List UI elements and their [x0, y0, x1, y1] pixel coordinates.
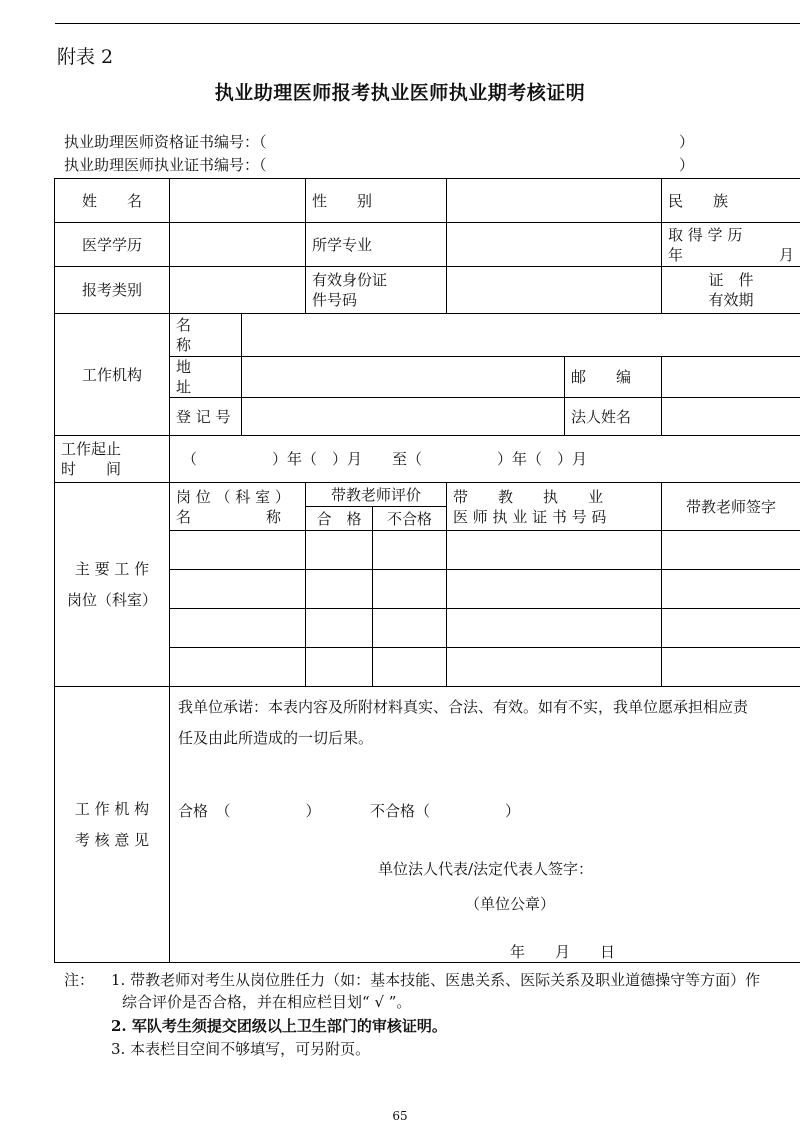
name-label: 姓 名 — [55, 179, 170, 223]
teacher-cert-header-line1: 带 教 执 业 — [453, 487, 604, 506]
post-name-cell[interactable] — [170, 648, 306, 687]
name-cell[interactable] — [170, 179, 306, 223]
degree-date-label — [662, 223, 800, 267]
main-posts-line1: 主 要 工 作 — [74, 559, 150, 578]
pass-cell[interactable] — [306, 648, 373, 687]
exam-type-cell[interactable] — [170, 267, 306, 314]
id-number-label — [306, 267, 447, 314]
pledge-line2: 任及由此所造成的一切后果。 — [178, 729, 374, 747]
qualification-cert-label: 执业助理医师资格证书编号：（ — [64, 133, 267, 151]
exam-form-table — [54, 178, 800, 963]
gender-label: 性 别 — [306, 179, 447, 223]
institution-label: 工作机构 — [55, 314, 170, 436]
opinion-label — [55, 687, 170, 963]
gender-cell[interactable] — [447, 179, 662, 223]
form-title: 执业助理医师报考执业医师执业期考核证明 — [214, 82, 586, 104]
degree-year-label: 年 — [668, 245, 684, 264]
legal-person-cell[interactable] — [662, 398, 800, 436]
teacher-cert-header — [447, 483, 662, 531]
practice-cert-label: 执业助理医师执业证书编号：（ — [64, 156, 267, 174]
annex-label: 附表 2 — [57, 46, 114, 68]
id-validity-line1: 证 件 — [708, 271, 754, 289]
pass-cell[interactable] — [306, 531, 373, 570]
note-label: 注： — [64, 971, 95, 989]
degree-date-line1: 取 得 学 历 — [668, 225, 743, 244]
ethnicity-label: 民 族 — [662, 179, 800, 223]
post-name-cell[interactable] — [170, 570, 306, 609]
qualification-cert-line — [64, 131, 695, 152]
pass-header: 合 格 — [306, 507, 373, 531]
post-name-header-line1: 岗 位 （ 科 室 ） — [176, 487, 290, 506]
teacher-sign-header: 带教老师签字 — [662, 483, 800, 531]
post-name-header-line2: 名 称 — [176, 507, 282, 526]
registration-no-label: 登 记 号 — [170, 398, 242, 436]
note-1-body — [111, 969, 800, 1013]
pass-cell[interactable] — [306, 609, 373, 648]
teacher-cert-cell[interactable] — [447, 570, 662, 609]
id-validity-label — [662, 267, 800, 314]
opinion-date: 年 月 日 — [510, 943, 616, 961]
fail-cell[interactable] — [373, 609, 447, 648]
legal-rep-signature-label: 单位法人代表/法定代表人签字： — [378, 860, 594, 878]
id-number-cell[interactable] — [447, 267, 662, 314]
fail-option[interactable]: 不合格（ ） — [370, 802, 521, 820]
practice-cert-close: ） — [679, 156, 695, 174]
id-number-line2: 件号码 — [312, 291, 358, 309]
degree-date-line2 — [668, 245, 794, 265]
institution-name-cell[interactable] — [242, 314, 800, 357]
major-label: 所学专业 — [306, 223, 447, 267]
work-period-line2: 时 间 — [61, 460, 122, 478]
legal-person-label: 法人姓名 — [565, 398, 662, 436]
fail-header: 不合格 — [373, 507, 447, 531]
registration-no-cell[interactable] — [242, 398, 565, 436]
work-period-line1: 工作起止 — [61, 440, 122, 458]
id-validity-line2: 有效期 — [708, 291, 754, 309]
post-name-cell[interactable] — [170, 531, 306, 570]
post-name-header — [170, 483, 306, 531]
page-number: 65 — [392, 1109, 408, 1123]
teacher-sign-cell[interactable] — [662, 531, 800, 570]
work-period-label — [55, 436, 170, 483]
pledge-text — [178, 692, 798, 754]
teacher-sign-cell[interactable] — [662, 570, 800, 609]
teacher-cert-cell[interactable] — [447, 609, 662, 648]
teacher-sign-cell[interactable] — [662, 609, 800, 648]
opinion-line2: 考 核 意 见 — [74, 830, 150, 849]
opinion-line1: 工 作 机 构 — [74, 799, 150, 818]
institution-address-label: 地 址 — [170, 357, 242, 398]
exam-type-label: 报考类别 — [55, 267, 170, 314]
education-cell[interactable] — [170, 223, 306, 267]
work-period-cell[interactable]: （ ）年（ ）月 至（ ）年（ ）月 — [170, 436, 800, 483]
id-number-line1: 有效身份证 — [312, 271, 388, 289]
note-3-text: 3. 本表栏目空间不够填写，可另附页。 — [111, 1040, 371, 1058]
opinion-cell — [170, 687, 800, 963]
postcode-cell[interactable] — [662, 357, 800, 398]
pass-cell[interactable] — [306, 570, 373, 609]
teacher-cert-cell[interactable] — [447, 648, 662, 687]
note-1-line1: 1. 带教老师对考生从岗位胜任力（如：基本技能、医患关系、医际关系及职业道德操守等方面）作 — [111, 971, 761, 989]
teacher-cert-cell[interactable] — [447, 531, 662, 570]
pass-option[interactable]: 合格 （ ） — [178, 802, 321, 820]
degree-month-label: 月 — [779, 245, 795, 264]
institution-address-cell[interactable] — [242, 357, 565, 398]
practice-cert-line — [64, 154, 695, 175]
postcode-label: 邮 编 — [565, 357, 662, 398]
main-posts-label — [55, 483, 170, 687]
fail-cell[interactable] — [373, 648, 447, 687]
note-1-line2: 综合评价是否合格，并在相应栏目划“ √ ”。 — [122, 993, 412, 1011]
seal-label: （单位公章） — [465, 895, 556, 913]
fail-cell[interactable] — [373, 531, 447, 570]
post-name-cell[interactable] — [170, 609, 306, 648]
main-posts-line2: 岗位（科室） — [66, 590, 157, 609]
pledge-line1: 我单位承诺：本表内容及所附材料真实、合法、有效。如有不实，我单位愿承担相应责 — [178, 698, 749, 716]
education-label: 医学学历 — [55, 223, 170, 267]
teacher-cert-header-line2: 医 师 执 业 证 书 号 码 — [453, 507, 607, 526]
teacher-sign-cell[interactable] — [662, 648, 800, 687]
fail-cell[interactable] — [373, 570, 447, 609]
note-2-text: 2. 军队考生须提交团级以上卫生部门的审核证明。 — [111, 1017, 447, 1035]
top-rule — [55, 23, 800, 24]
institution-name-label: 名 称 — [170, 314, 242, 357]
teacher-eval-header: 带教老师评价 — [306, 483, 447, 507]
major-cell[interactable] — [447, 223, 662, 267]
qualification-cert-close: ） — [679, 133, 695, 151]
